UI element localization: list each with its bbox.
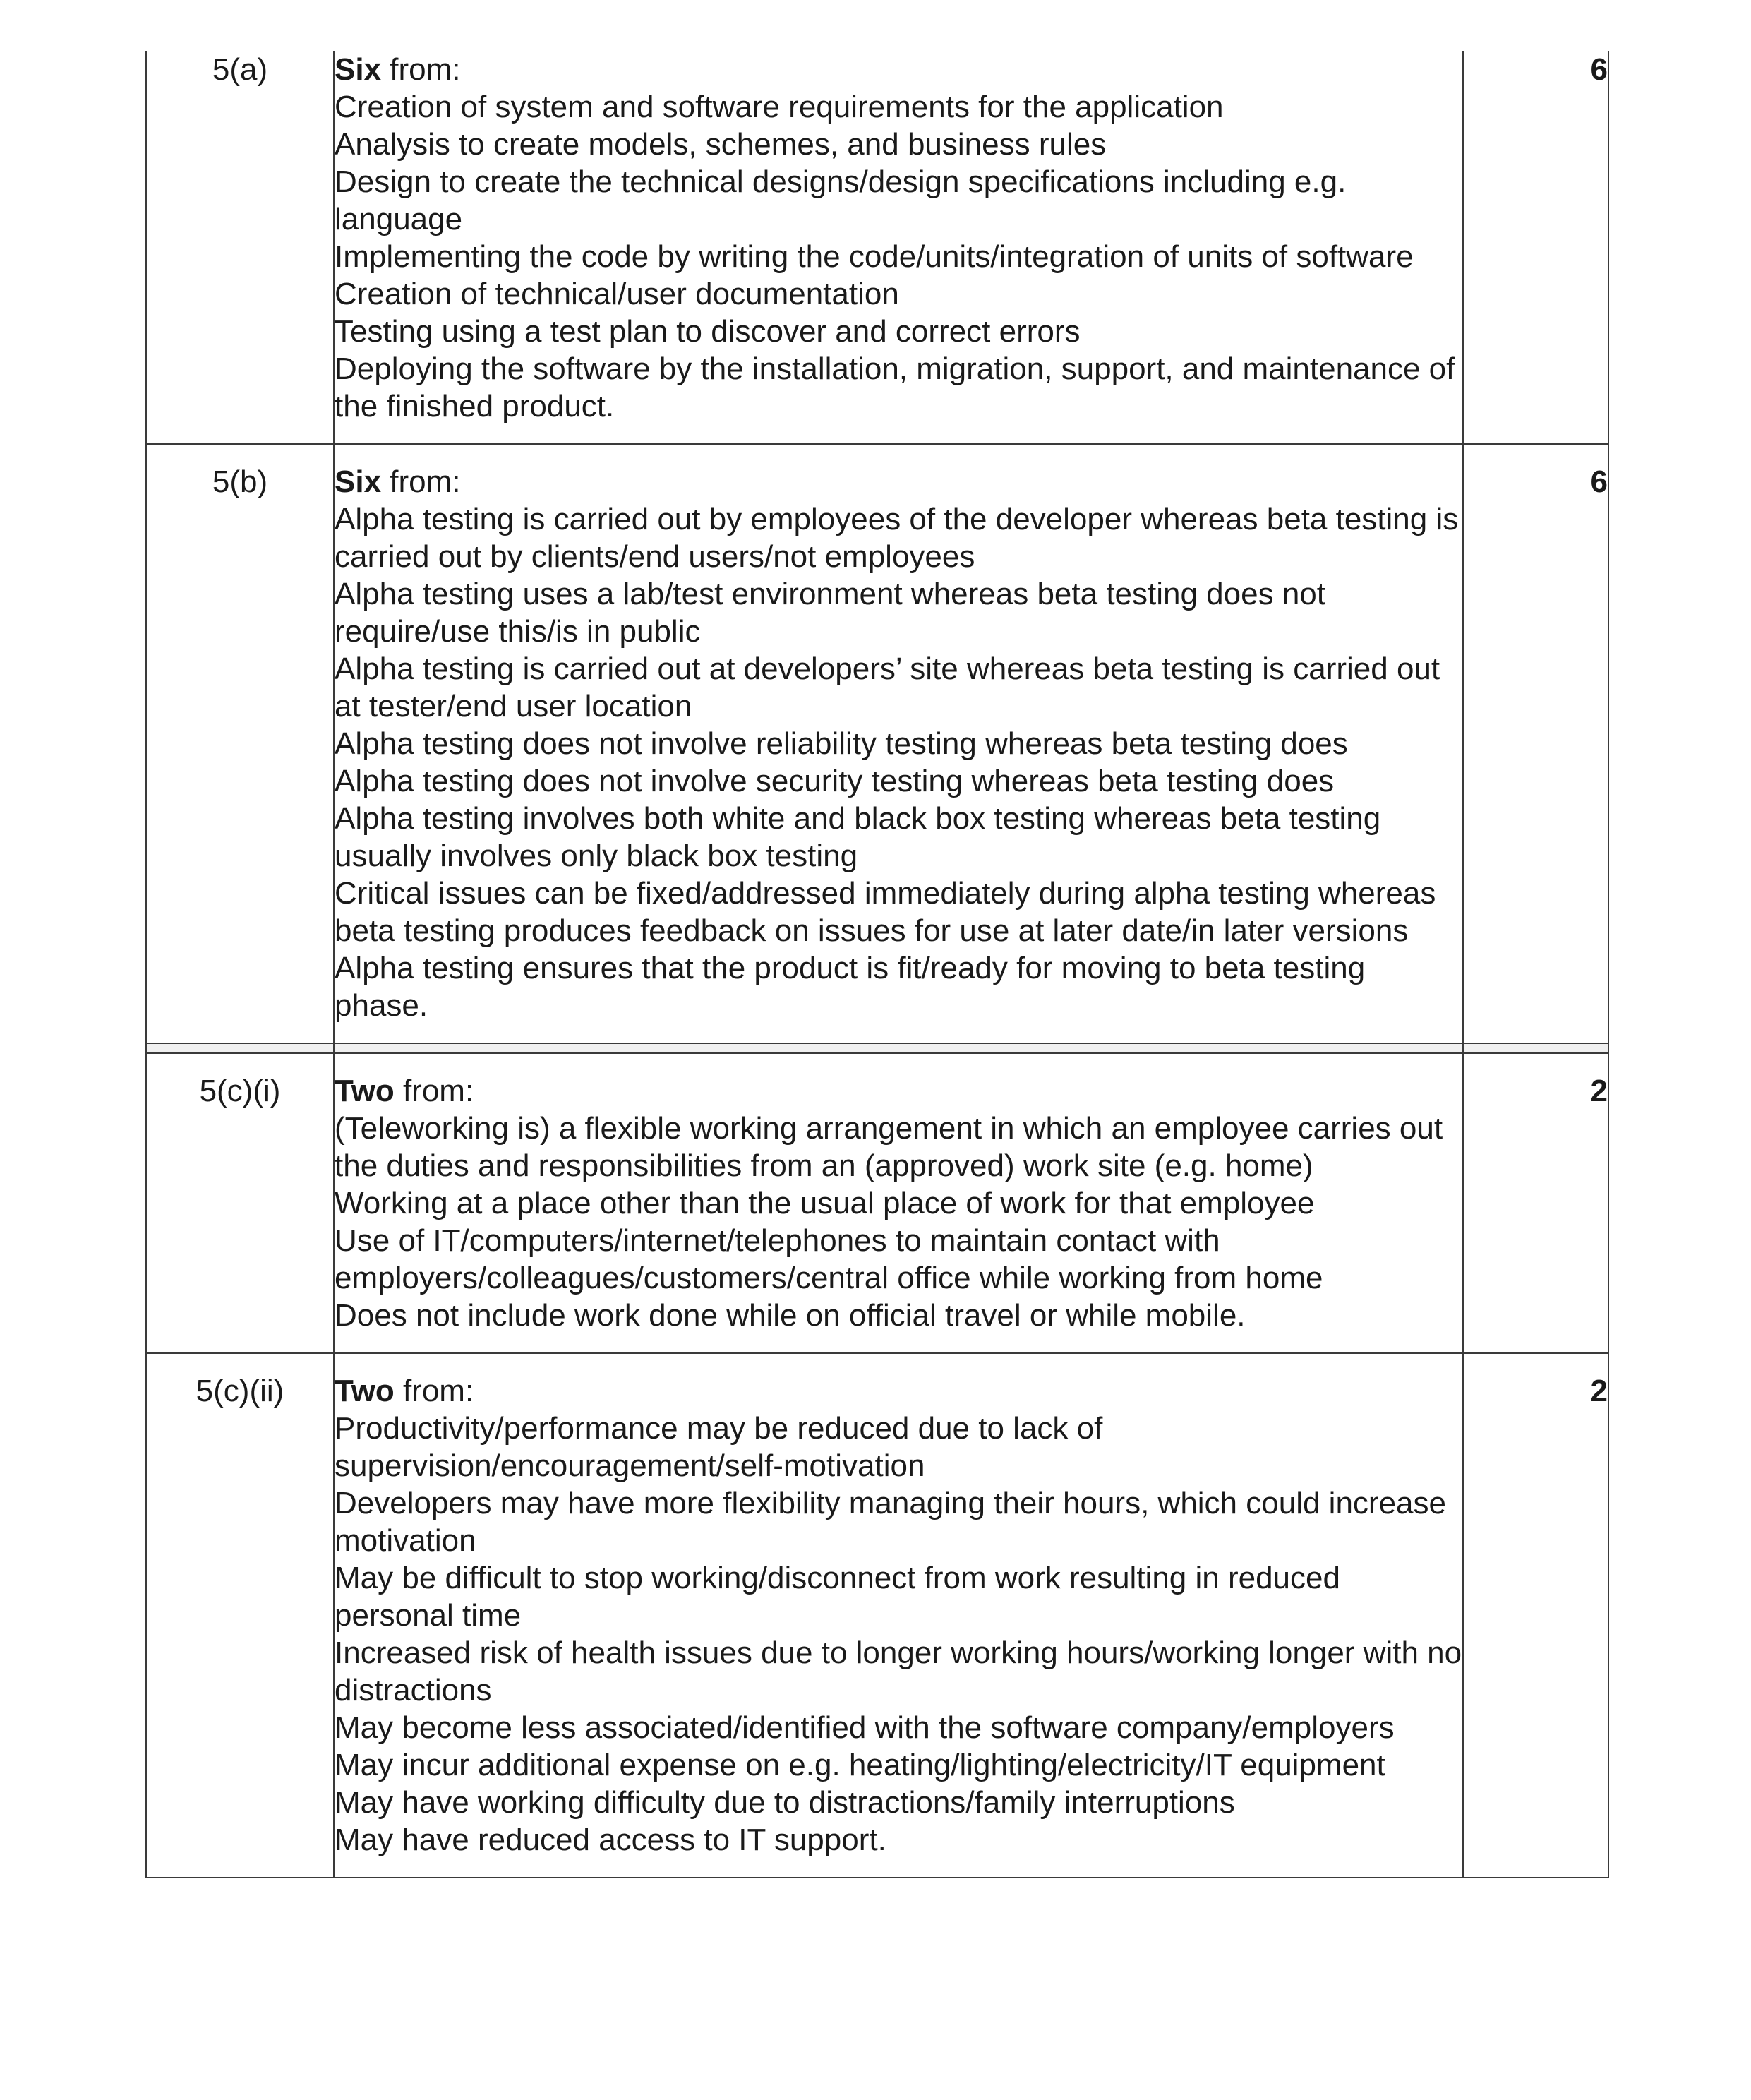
answer-point: May incur additional expense on e.g. heating/lighting/electricity/IT equipment bbox=[335, 1748, 1385, 1782]
answer-cell bbox=[334, 1053, 1463, 1353]
lead-text: from: bbox=[394, 1074, 474, 1108]
table-row-5ci bbox=[146, 1053, 1608, 1353]
answer-point: May be difficult to stop working/disconnect from work resulting in reduced personal time bbox=[335, 1561, 1340, 1633]
answer-point: Alpha testing does not involve security testing whereas beta testing does bbox=[335, 764, 1335, 798]
answer-point: Alpha testing is carried out at developers’ site whereas beta testing is carried out at tester/end user location bbox=[335, 652, 1440, 724]
lead-count: Six bbox=[335, 464, 382, 499]
answer-point: Implementing the code by writing the code/units/integration of units of software bbox=[335, 239, 1414, 274]
lead-text: from: bbox=[394, 1374, 474, 1408]
mark-scheme-table bbox=[145, 51, 1609, 1878]
question-number: 5(c)(ii) bbox=[146, 1353, 334, 1878]
lead-count: Two bbox=[335, 1074, 395, 1108]
answer-point: Alpha testing is carried out by employees of the developer whereas beta testing is carried out by clients/end users/not employees bbox=[335, 502, 1459, 574]
table-row-5a bbox=[146, 51, 1608, 444]
question-number: 5(b) bbox=[146, 444, 334, 1043]
lead-text: from: bbox=[381, 52, 461, 87]
lead-count: Two bbox=[335, 1374, 395, 1408]
answer-point: Working at a place other than the usual place of work for that employee bbox=[335, 1186, 1315, 1220]
answer-lead bbox=[335, 51, 1462, 88]
answer-point: Alpha testing uses a lab/test environment whereas beta testing does not require/use this/is in public bbox=[335, 577, 1325, 649]
question-number: 5(c)(i) bbox=[146, 1053, 334, 1353]
answer-point: Use of IT/computers/internet/telephones to maintain contact with employers/colleagues/customers/central office while working from home bbox=[335, 1223, 1323, 1295]
answer-point: Testing using a test plan to discover and correct errors bbox=[335, 314, 1081, 349]
answer-point: May have reduced access to IT support. bbox=[335, 1823, 886, 1857]
answer-cell bbox=[334, 51, 1463, 444]
answer-point: Productivity/performance may be reduced due to lack of supervision/encouragement/self-motivation bbox=[335, 1411, 1103, 1483]
answer-point: May have working difficulty due to distractions/family interruptions bbox=[335, 1785, 1235, 1820]
separator-cell bbox=[1463, 1043, 1608, 1053]
answer-point: Deploying the software by the installation, migration, support, and maintenance of the finished product. bbox=[335, 352, 1455, 424]
table-row-5cii bbox=[146, 1353, 1608, 1878]
answer-lead bbox=[335, 1072, 1462, 1110]
answer-point: Does not include work done while on official travel or while mobile. bbox=[335, 1298, 1246, 1333]
answer-point: Alpha testing involves both white and black box testing whereas beta testing usually involves only black box testing bbox=[335, 801, 1381, 873]
lead-count: Six bbox=[335, 52, 382, 87]
answer-point: Design to create the technical designs/design specifications including e.g. language bbox=[335, 164, 1347, 236]
marks-cell: 6 bbox=[1463, 51, 1608, 444]
marks-cell: 6 bbox=[1463, 444, 1608, 1043]
separator-cell bbox=[334, 1043, 1463, 1053]
answer-point: Alpha testing ensures that the product is fit/ready for moving to beta testing phase. bbox=[335, 951, 1366, 1023]
answer-point: (Teleworking is) a flexible working arrangement in which an employee carries out the duties and responsibilities from an (approved) work site (e.g. home) bbox=[335, 1111, 1443, 1183]
mark-scheme-page bbox=[145, 51, 1608, 1878]
table-separator bbox=[146, 1043, 1608, 1053]
separator-cell bbox=[146, 1043, 334, 1053]
marks-cell: 2 bbox=[1463, 1353, 1608, 1878]
answer-point: Creation of system and software requirements for the application bbox=[335, 90, 1224, 124]
answer-point: Increased risk of health issues due to longer working hours/working longer with no distractions bbox=[335, 1636, 1462, 1708]
marks-cell: 2 bbox=[1463, 1053, 1608, 1353]
answer-point: May become less associated/identified with the software company/employers bbox=[335, 1710, 1395, 1745]
answer-cell bbox=[334, 1353, 1463, 1878]
answer-point: Critical issues can be fixed/addressed immediately during alpha testing whereas beta testing produces feedback on issues for use at later date/in later versions bbox=[335, 876, 1436, 948]
answer-point: Alpha testing does not involve reliability testing whereas beta testing does bbox=[335, 726, 1348, 761]
answer-lead bbox=[335, 463, 1462, 500]
answer-point: Developers may have more flexibility managing their hours, which could increase motivation bbox=[335, 1486, 1446, 1558]
answer-cell bbox=[334, 444, 1463, 1043]
lead-text: from: bbox=[381, 464, 461, 499]
answer-point: Creation of technical/user documentation bbox=[335, 277, 899, 311]
answer-lead bbox=[335, 1372, 1462, 1410]
answer-point: Analysis to create models, schemes, and business rules bbox=[335, 127, 1107, 162]
question-number: 5(a) bbox=[146, 51, 334, 444]
table-row-5b bbox=[146, 444, 1608, 1043]
